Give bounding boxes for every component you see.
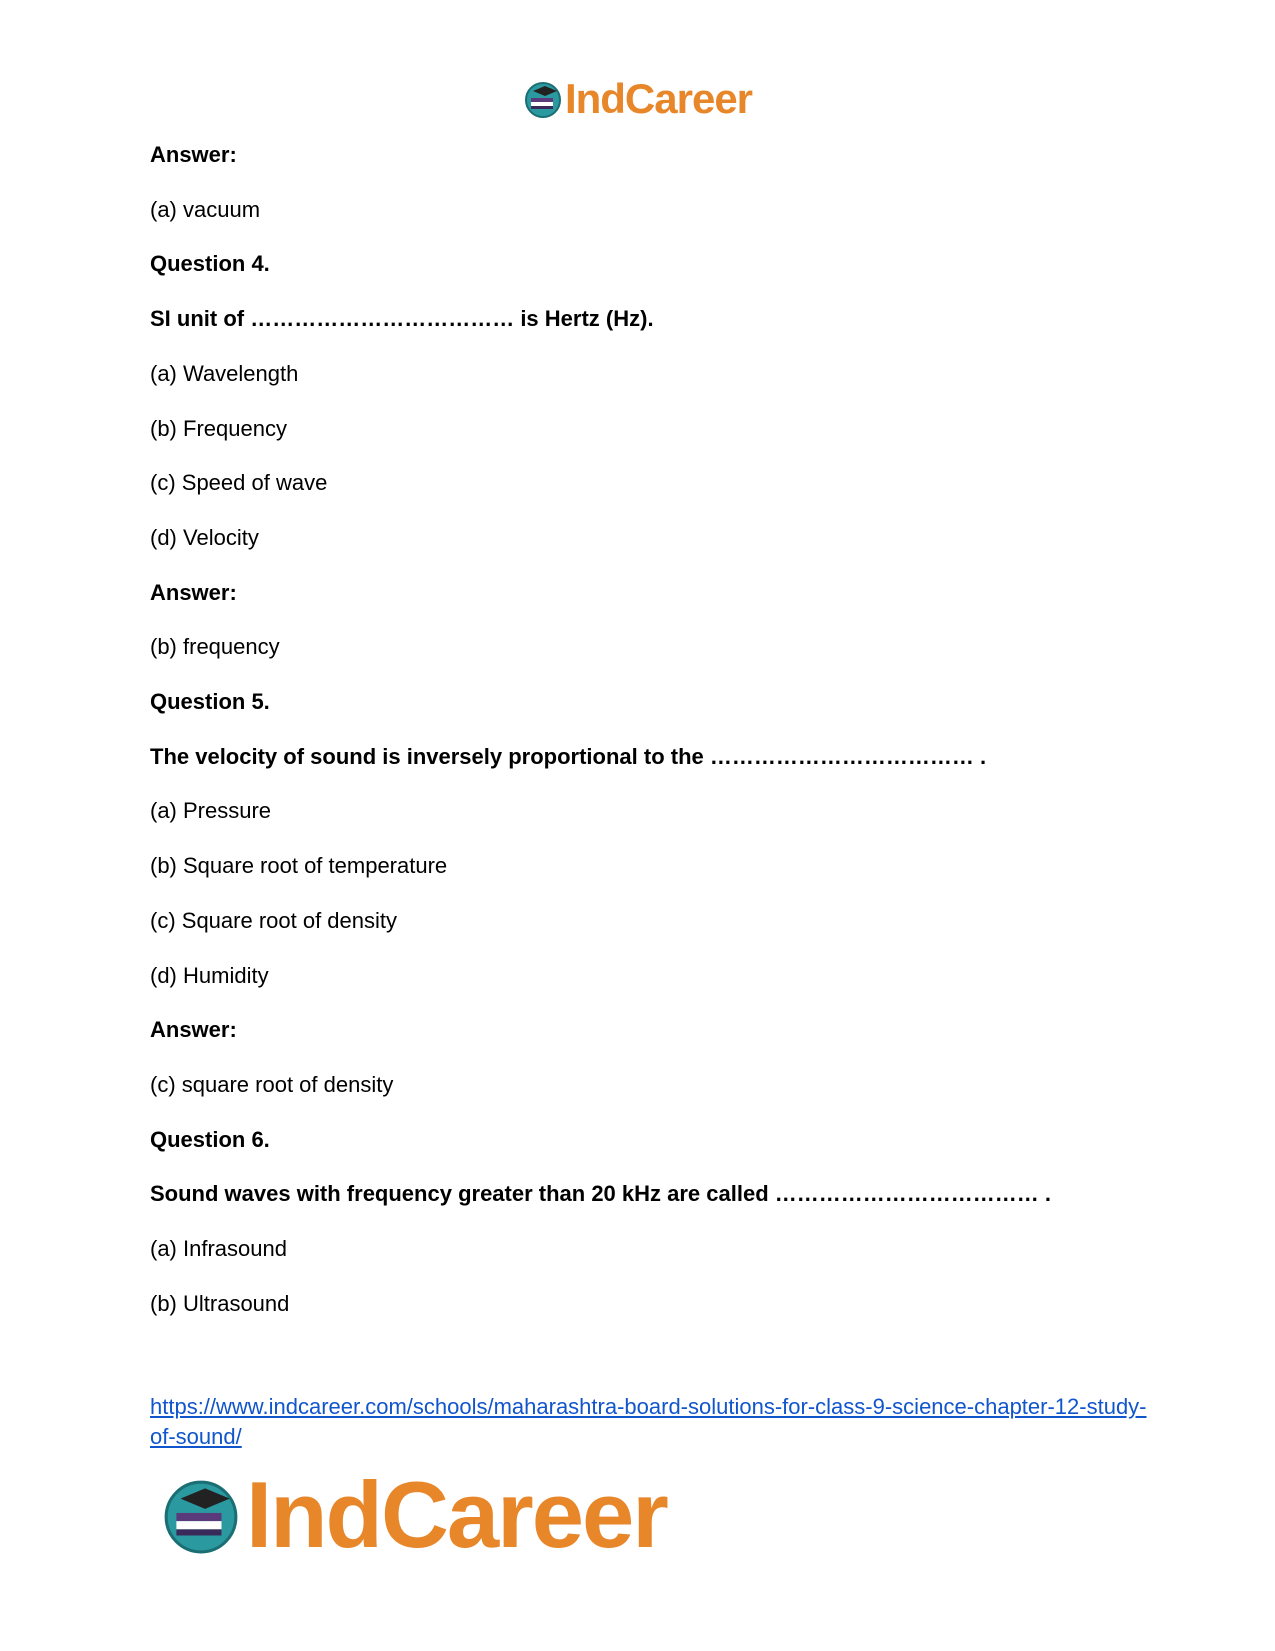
bold-text-line: SI unit of ……………………………… is Hertz (Hz).: [150, 306, 654, 332]
text-line: (b) Square root of temperature: [150, 853, 448, 879]
text-line: (b) Frequency: [150, 415, 287, 441]
bold-text-line: Question 6.: [150, 1126, 270, 1152]
text-line: (d) Velocity: [150, 524, 259, 550]
source-link[interactable]: https://www.indcareer.com/schools/maharashtra-board-solutions-for-class-9-science-chapter-12-study-of-sound/: [150, 1394, 1147, 1449]
text-line: (b) frequency: [150, 634, 280, 660]
text-line: (a) Infrasound: [150, 1236, 287, 1261]
bold-text-line: Sound waves with frequency greater than 20 kHz are called ……………………………… .: [150, 1181, 1051, 1207]
footer-logo: [160, 1462, 667, 1567]
bold-text-line: Answer:: [150, 579, 237, 605]
text-line: (b) Ultrasound: [150, 1290, 290, 1316]
text-line: (c) Square root of density: [150, 907, 398, 933]
bold-text-line: Answer:: [150, 142, 237, 167]
text-line: (a) Wavelength: [150, 360, 299, 386]
text-line: (d) Humidity: [150, 962, 269, 988]
text-line: (c) Speed of wave: [150, 470, 328, 496]
text-line: (a) vacuum: [150, 196, 261, 222]
text-line: (a) Pressure: [150, 798, 272, 824]
bold-text-line: The velocity of sound is inversely proportional to the ……………………………… .: [150, 743, 987, 769]
globe-book-icon: [523, 79, 563, 119]
logo-wordmark: IndCareer: [246, 1462, 667, 1567]
logo-wordmark: IndCareer: [564, 75, 753, 122]
globe-book-icon: [160, 1474, 242, 1556]
header-logo: [0, 75, 1275, 122]
bold-text-line: Answer:: [150, 1017, 237, 1043]
bold-text-line: Question 4.: [150, 251, 270, 277]
bold-text-line: Question 5.: [150, 689, 270, 714]
text-line: (c) square root of density: [150, 1071, 394, 1097]
